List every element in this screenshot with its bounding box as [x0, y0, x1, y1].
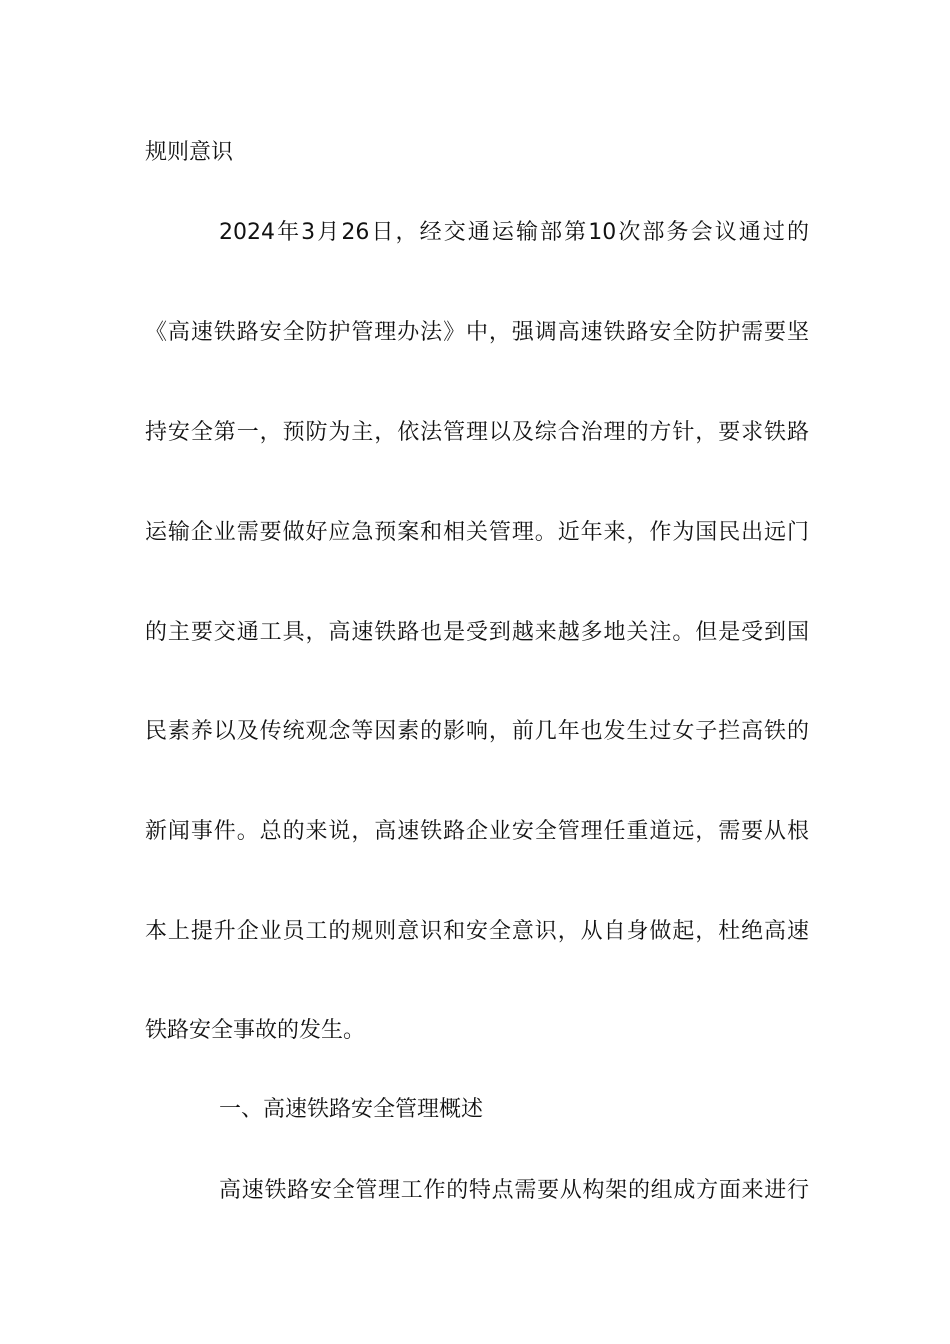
paragraph-line: 持安全第一，预防为主，依法管理以及综合治理的方针，要求铁路: [145, 420, 809, 445]
paragraph-line: 运输企业需要做好应急预案和相关管理。近年来，作为国民出远门: [145, 520, 809, 545]
paragraph-line: 《高速铁路安全防护管理办法》中，强调高速铁路安全防护需要坚: [145, 320, 809, 345]
paragraph-line: 规则意识: [145, 140, 234, 165]
section-heading: 一、高速铁路安全管理概述: [219, 1097, 484, 1122]
paragraph-line: 高速铁路安全管理工作的特点需要从构架的组成方面来进行: [219, 1178, 809, 1203]
paragraph-line: 2024年3月26日，经交通运输部第10次部务会议通过的: [219, 220, 809, 245]
paragraph-line: 民素养以及传统观念等因素的影响，前几年也发生过女子拦高铁的: [145, 719, 809, 744]
paragraph-line: 的主要交通工具，高速铁路也是受到越来越多地关注。但是受到国: [145, 620, 809, 645]
paragraph-line: 本上提升企业员工的规则意识和安全意识，从自身做起，杜绝高速: [145, 919, 809, 944]
paragraph-line: 铁路安全事故的发生。: [145, 1018, 366, 1043]
paragraph-line: 新闻事件。总的来说，高速铁路企业安全管理任重道远，需要从根: [145, 819, 809, 844]
